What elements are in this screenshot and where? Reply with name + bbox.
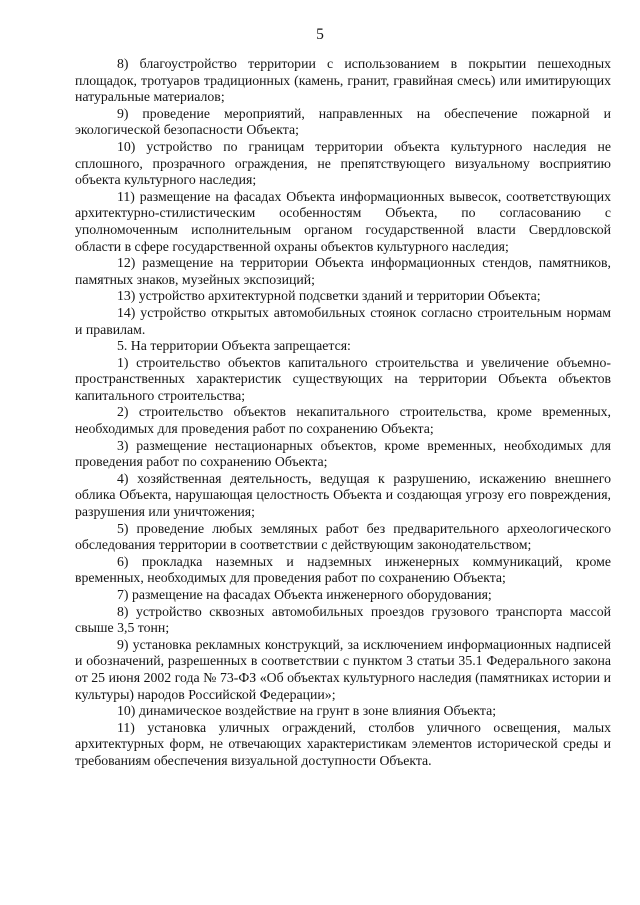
paragraph: 9) установка рекламных конструкций, за исключением информационных надписей и обозначений, разрешенных в соответствии с пунктом 3 статьи 35.1 Федерального закона от 25 июня 2002 года № 73-ФЗ «Об объектах культурного наследия (памятниках истории и культуры) народов Российской Федерации»; bbox=[75, 636, 611, 702]
section-heading: 5. На территории Объекта запрещается: bbox=[117, 338, 351, 354]
paragraph: 12) размещение на территории Объекта информационных стендов, памятников, памятных знаков, музейных экспозиций; bbox=[75, 255, 611, 287]
paragraph: 10) динамическое воздействие на грунт в зоне влияния Объекта; bbox=[117, 703, 497, 719]
paragraph: 11) установка уличных ограждений, столбов уличного освещения, малых архитектурных форм, не отвечающих характеристикам элементов исторической среды и требованиям обеспечения визуальной доступности Объекта. bbox=[75, 719, 611, 768]
paragraph: 5) проведение любых земляных работ без предварительного археологического обследования территории в соответствии с действующим законодательством; bbox=[75, 520, 611, 553]
paragraph: 6) прокладка наземных и надземных инженерных коммуникаций, кроме временных, необходимых для проведения работ по сохранению Объекта; bbox=[75, 553, 611, 586]
paragraph: 3) размещение нестационарных объектов, кроме временных, необходимых для проведения работ по сохранению Объекта; bbox=[75, 437, 611, 470]
page-number: 5 bbox=[316, 26, 324, 43]
paragraph: 2) строительство объектов некапитального строительства, кроме временных, необходимых для проведения работ по сохранению Объекта; bbox=[75, 404, 611, 437]
paragraph: 1) строительство объектов капитального строительства и увеличение объемно-пространственных характеристик существующих на территории Объекта объектов капитального строительства; bbox=[75, 354, 611, 403]
paragraph: 11) размещение на фасадах Объекта информационных вывесок, соответствующих архитектурно-стилистическим особенностям Объекта, по согласованию с уполномоченным исполнительным органом государственной власти Свердловской области в сфере государственной охраны объектов культурного наследия; bbox=[75, 188, 611, 254]
paragraph: 7) размещение на фасадах Объекта инженерного оборудования; bbox=[117, 587, 492, 602]
paragraph: 4) хозяйственная деятельность, ведущая к разрушению, искажению внешнего облика Объекта, нарушающая целостность Объекта и создающая угрозу его повреждения, разрушения или уничтожения; bbox=[75, 470, 611, 520]
paragraph: 9) проведение мероприятий, направленных на обеспечение пожарной и экологической безопасности Объекта; bbox=[75, 105, 611, 138]
paragraph: 10) устройство по границам территории объекта культурного наследия не сплошного, прозрачного ограждения, не препятствующего визуальному восприятию объекта культурного наследия; bbox=[75, 138, 611, 188]
paragraph: 8) устройство сквозных автомобильных проездов грузового транспорта массой свыше 3,5 тонн; bbox=[75, 603, 611, 636]
document-body bbox=[75, 56, 611, 770]
paragraph: 14) устройство открытых автомобильных стоянок согласно строительным нормам и правилам. bbox=[75, 304, 611, 337]
paragraph: 8) благоустройство территории с использованием в покрытии пешеходных площадок, тротуаров традиционных (камень, гранит, гравийная смесь) или имитирующих натуральные материалов; bbox=[75, 56, 611, 105]
paragraph: 13) устройство архитектурной подсветки зданий и территории Объекта; bbox=[117, 288, 541, 304]
